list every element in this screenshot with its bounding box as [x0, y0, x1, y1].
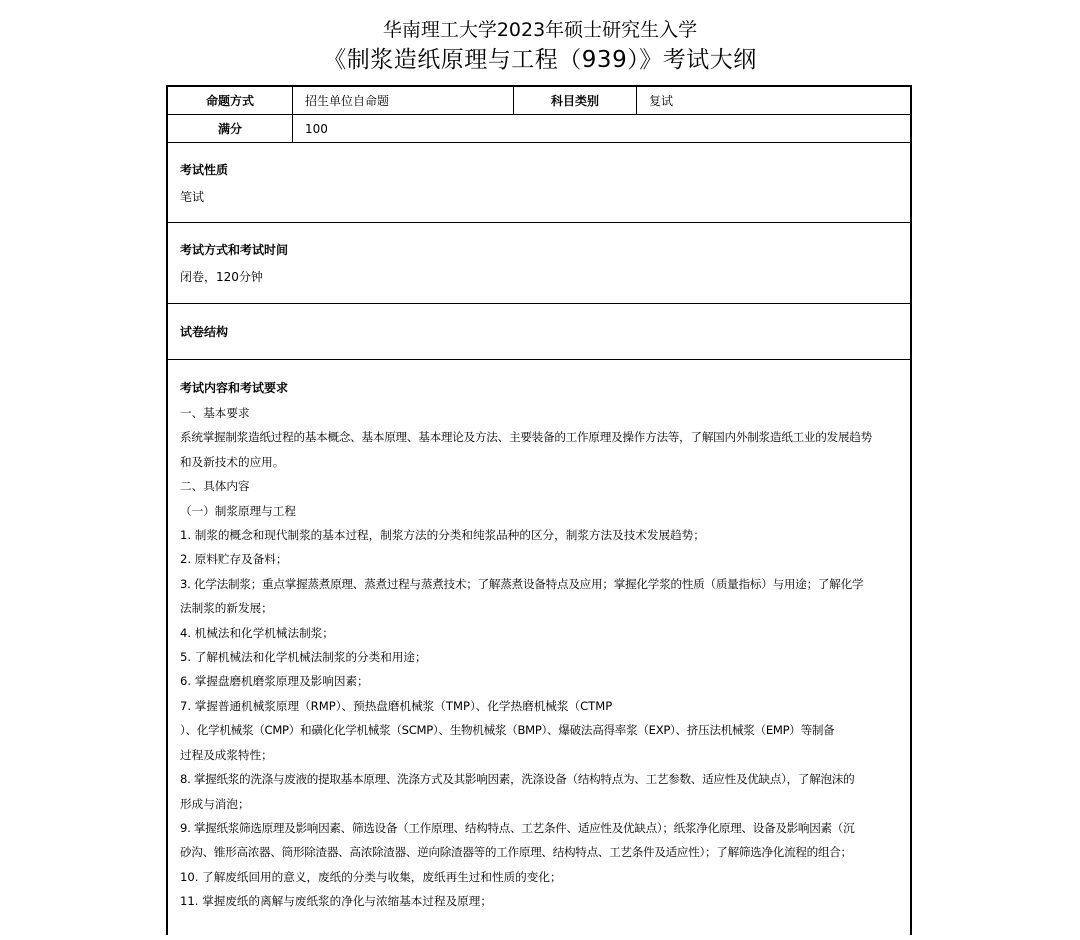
content-line: 1. 制浆的概念和现代制浆的基本过程，制浆方法的分类和纯浆品种的区分，制浆方法及技术发展趋势；	[180, 528, 705, 543]
proposition-value: 招生单位自命题	[292, 87, 513, 114]
content-line: 过程及成浆特性；	[180, 747, 273, 762]
syllabus-table	[166, 85, 912, 935]
exam-nature-value: 笔试	[180, 190, 205, 204]
content-line: 9. 掌握纸浆筛选原理及影响因素、筛选设备（工作原理、结构特点、工艺条件、适应性及优缺点）；纸浆净化原理、设备及影响因素（沉	[180, 820, 855, 835]
info-row-proposition	[168, 87, 910, 115]
content-line: 形成与消泡；	[180, 796, 250, 811]
content-line: 系统掌握制浆造纸过程的基本概念、基本原理、基本理论及方法、主要装备的工作原理及操作方法等，了解国内外制浆造纸工业的发展趋势	[180, 430, 872, 445]
section-paper-structure	[168, 304, 910, 360]
content-line: 2. 原料贮存及备料；	[180, 552, 288, 567]
content-line: 4. 机械法和化学机械法制浆；	[180, 625, 334, 640]
content-line: 6. 掌握盘磨机磨浆原理及影响因素；	[180, 674, 369, 689]
content-line: 砂沟、锥形高浓器、筒形除渣器、高浓除渣器、逆向除渣器等的工作原理、结构特点、工艺条件及适应性）；了解筛选净化流程的组合；	[180, 845, 852, 860]
exam-content-body	[180, 401, 898, 914]
score-label: 满分	[217, 122, 242, 136]
content-line: 3. 化学法制浆；重点掌握蒸煮原理、蒸煮过程与蒸煮技术；了解蒸煮设备特点及应用；掌握化学浆的性质（质量指标）与用途；了解化学	[180, 576, 864, 591]
section-exam-nature	[168, 143, 910, 223]
info-row-score	[168, 115, 910, 143]
exam-nature-title: 考试性质	[180, 163, 229, 177]
content-line: 一、基本要求	[180, 406, 250, 420]
category-value: 复试	[636, 87, 910, 114]
exam-method-value: 闭卷，120分钟	[180, 270, 263, 284]
content-line: 法制浆的新发展；	[180, 601, 273, 616]
content-line: 5. 了解机械法和化学机械法制浆的分类和用途；	[180, 650, 427, 665]
content-line: ）、化学机械浆（CMP）和磺化化学机械浆（SCMP）、生物机械浆（BMP）、爆破法高得率浆（EXP）、挤压法机械浆（EMP）等制备	[180, 723, 835, 738]
paper-structure-title: 试卷结构	[180, 325, 229, 339]
exam-method-title: 考试方式和考试时间	[180, 243, 289, 257]
content-line: 二、具体内容	[180, 479, 250, 494]
exam-content-title: 考试内容和考试要求	[180, 381, 289, 395]
proposition-label: 命题方式	[205, 94, 254, 108]
content-line: 11. 掌握废纸的离解与废纸浆的净化与浓缩基本过程及原理；	[180, 894, 492, 909]
content-line: 10. 了解废纸回用的意义，废纸的分类与收集，废纸再生过和性质的变化；	[180, 869, 562, 884]
category-label: 科目类别	[513, 87, 636, 114]
content-line: 和及新技术的应用。	[180, 454, 285, 469]
score-value: 100	[292, 115, 910, 142]
content-line: 7. 掌握普通机械浆原理（RMP）、预热盘磨机械浆（TMP）、化学热磨机械浆（CTMP	[180, 698, 613, 713]
content-line: 8. 掌握纸浆的洗涤与废液的提取基本原理、洗涤方式及其影响因素，洗涤设备（结构特点为、工艺参数、适应性及优缺点），了解泡沫的	[180, 772, 855, 787]
document-title-line1: 华南理工大学2023年硕士研究生入学	[382, 19, 698, 41]
section-exam-content	[168, 360, 910, 940]
section-exam-method	[168, 223, 910, 304]
document-title-line2: 《制浆造纸原理与工程（939）》考试大纲	[323, 47, 757, 73]
content-line: （一）制浆原理与工程	[180, 503, 296, 518]
